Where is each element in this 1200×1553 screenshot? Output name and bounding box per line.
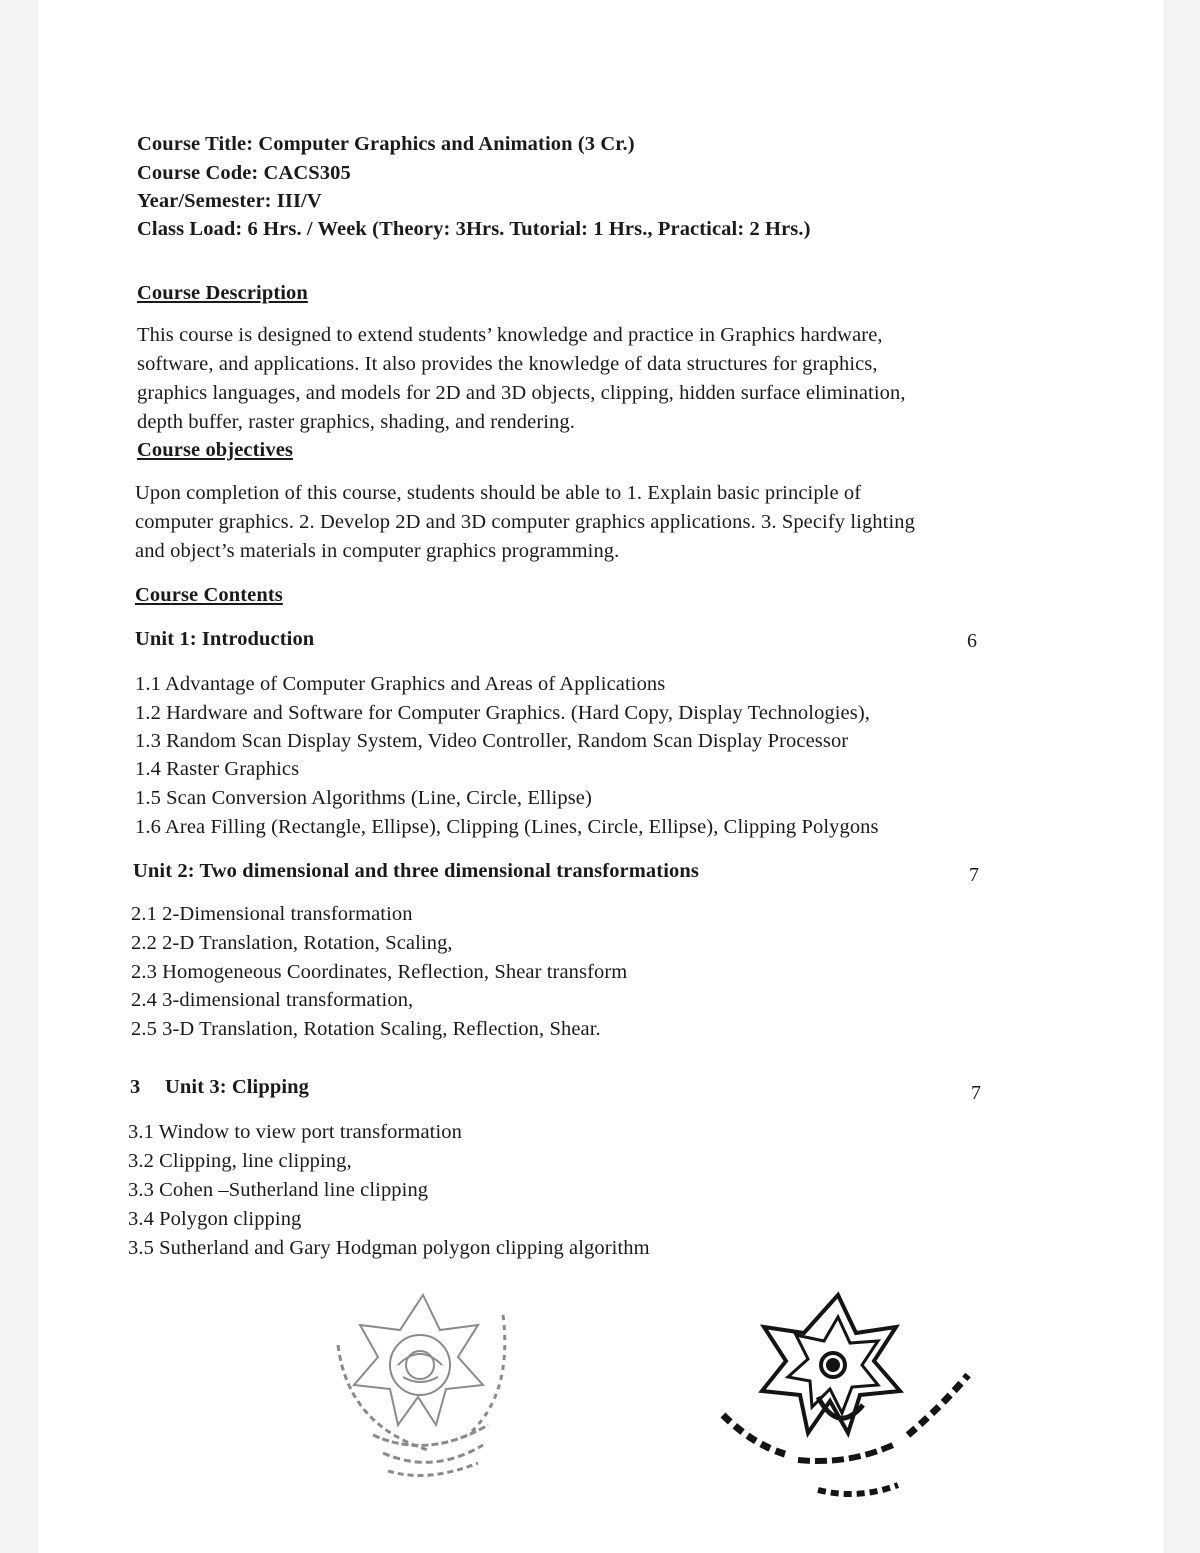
course-code: Course Code: CACS305 <box>137 162 351 184</box>
unit-3-item: 3.2 Clipping, line clipping, <box>128 1150 352 1172</box>
unit-3-title: Unit 3: Clipping <box>165 1076 309 1098</box>
unit-2-item: 2.1 2-Dimensional transformation <box>131 903 413 925</box>
description-line: depth buffer, raster graphics, shading, and rendering. <box>137 411 575 433</box>
unit-1-item: 1.5 Scan Conversion Algorithms (Line, Circle, Ellipse) <box>135 787 592 809</box>
unit-3-item: 3.5 Sutherland and Gary Hodgman polygon clipping algorithm <box>128 1237 650 1259</box>
academic-council-seal <box>678 1285 978 1525</box>
description-line: This course is designed to extend students’ knowledge and practice in Graphics hardware, <box>137 324 883 346</box>
unit-1-item: 1.3 Random Scan Display System, Video Controller, Random Scan Display Processor <box>135 730 849 752</box>
unit-3-hours: 7 <box>971 1082 982 1104</box>
unit-3-item: 3.1 Window to view port transformation <box>128 1121 462 1143</box>
unit-3-item: 3.4 Polygon clipping <box>128 1208 302 1230</box>
unit-1-item: 1.4 Raster Graphics <box>135 758 300 780</box>
objectives-heading: Course objectives <box>137 439 293 461</box>
objectives-line: Upon completion of this course, students should be able to 1. Explain basic principle of <box>135 482 862 504</box>
class-load: Class Load: 6 Hrs. / Week (Theory: 3Hrs. Tutorial: 1 Hrs., Practical: 2 Hrs.) <box>137 218 811 240</box>
unit-1-item: 1.2 Hardware and Software for Computer Graphics. (Hard Copy, Display Technologies), <box>135 702 870 724</box>
unit-1-title: Unit 1: Introduction <box>135 628 315 650</box>
unit-1-item: 1.6 Area Filling (Rectangle, Ellipse), Clipping (Lines, Circle, Ellipse), Clipping Polygons <box>135 816 879 838</box>
year-semester: Year/Semester: III/V <box>137 190 322 212</box>
unit-1-item: 1.1 Advantage of Computer Graphics and Areas of Applications <box>135 673 666 695</box>
objectives-line: computer graphics. 2. Develop 2D and 3D computer graphics applications. 3. Specify lighting <box>135 511 915 533</box>
unit-3-number: 3 <box>130 1076 141 1098</box>
unit-2-hours: 7 <box>969 864 980 886</box>
description-line: graphics languages, and models for 2D and 3D objects, clipping, hidden surface elimination, <box>137 382 906 404</box>
document-page <box>38 0 1164 1553</box>
objectives-line: and object’s materials in computer graphics programming. <box>135 540 620 562</box>
contents-heading: Course Contents <box>135 584 283 606</box>
unit-2-title: Unit 2: Two dimensional and three dimensional transformations <box>133 860 699 882</box>
unit-1-hours: 6 <box>967 630 978 652</box>
course-title: Course Title: Computer Graphics and Animation (3 Cr.) <box>137 133 635 155</box>
unit-2-item: 2.5 3-D Translation, Rotation Scaling, Reflection, Shear. <box>131 1018 601 1040</box>
unit-2-item: 2.2 2-D Translation, Rotation, Scaling, <box>131 932 453 954</box>
description-line: software, and applications. It also provides the knowledge of data structures for graphics, <box>137 353 878 375</box>
unit-3-item: 3.3 Cohen –Sutherland line clipping <box>128 1179 429 1201</box>
description-heading: Course Description <box>137 282 308 304</box>
unit-2-item: 2.4 3-dimensional transformation, <box>131 989 414 1011</box>
department-seal <box>318 1285 518 1485</box>
unit-2-item: 2.3 Homogeneous Coordinates, Reflection, Shear transform <box>131 961 628 983</box>
